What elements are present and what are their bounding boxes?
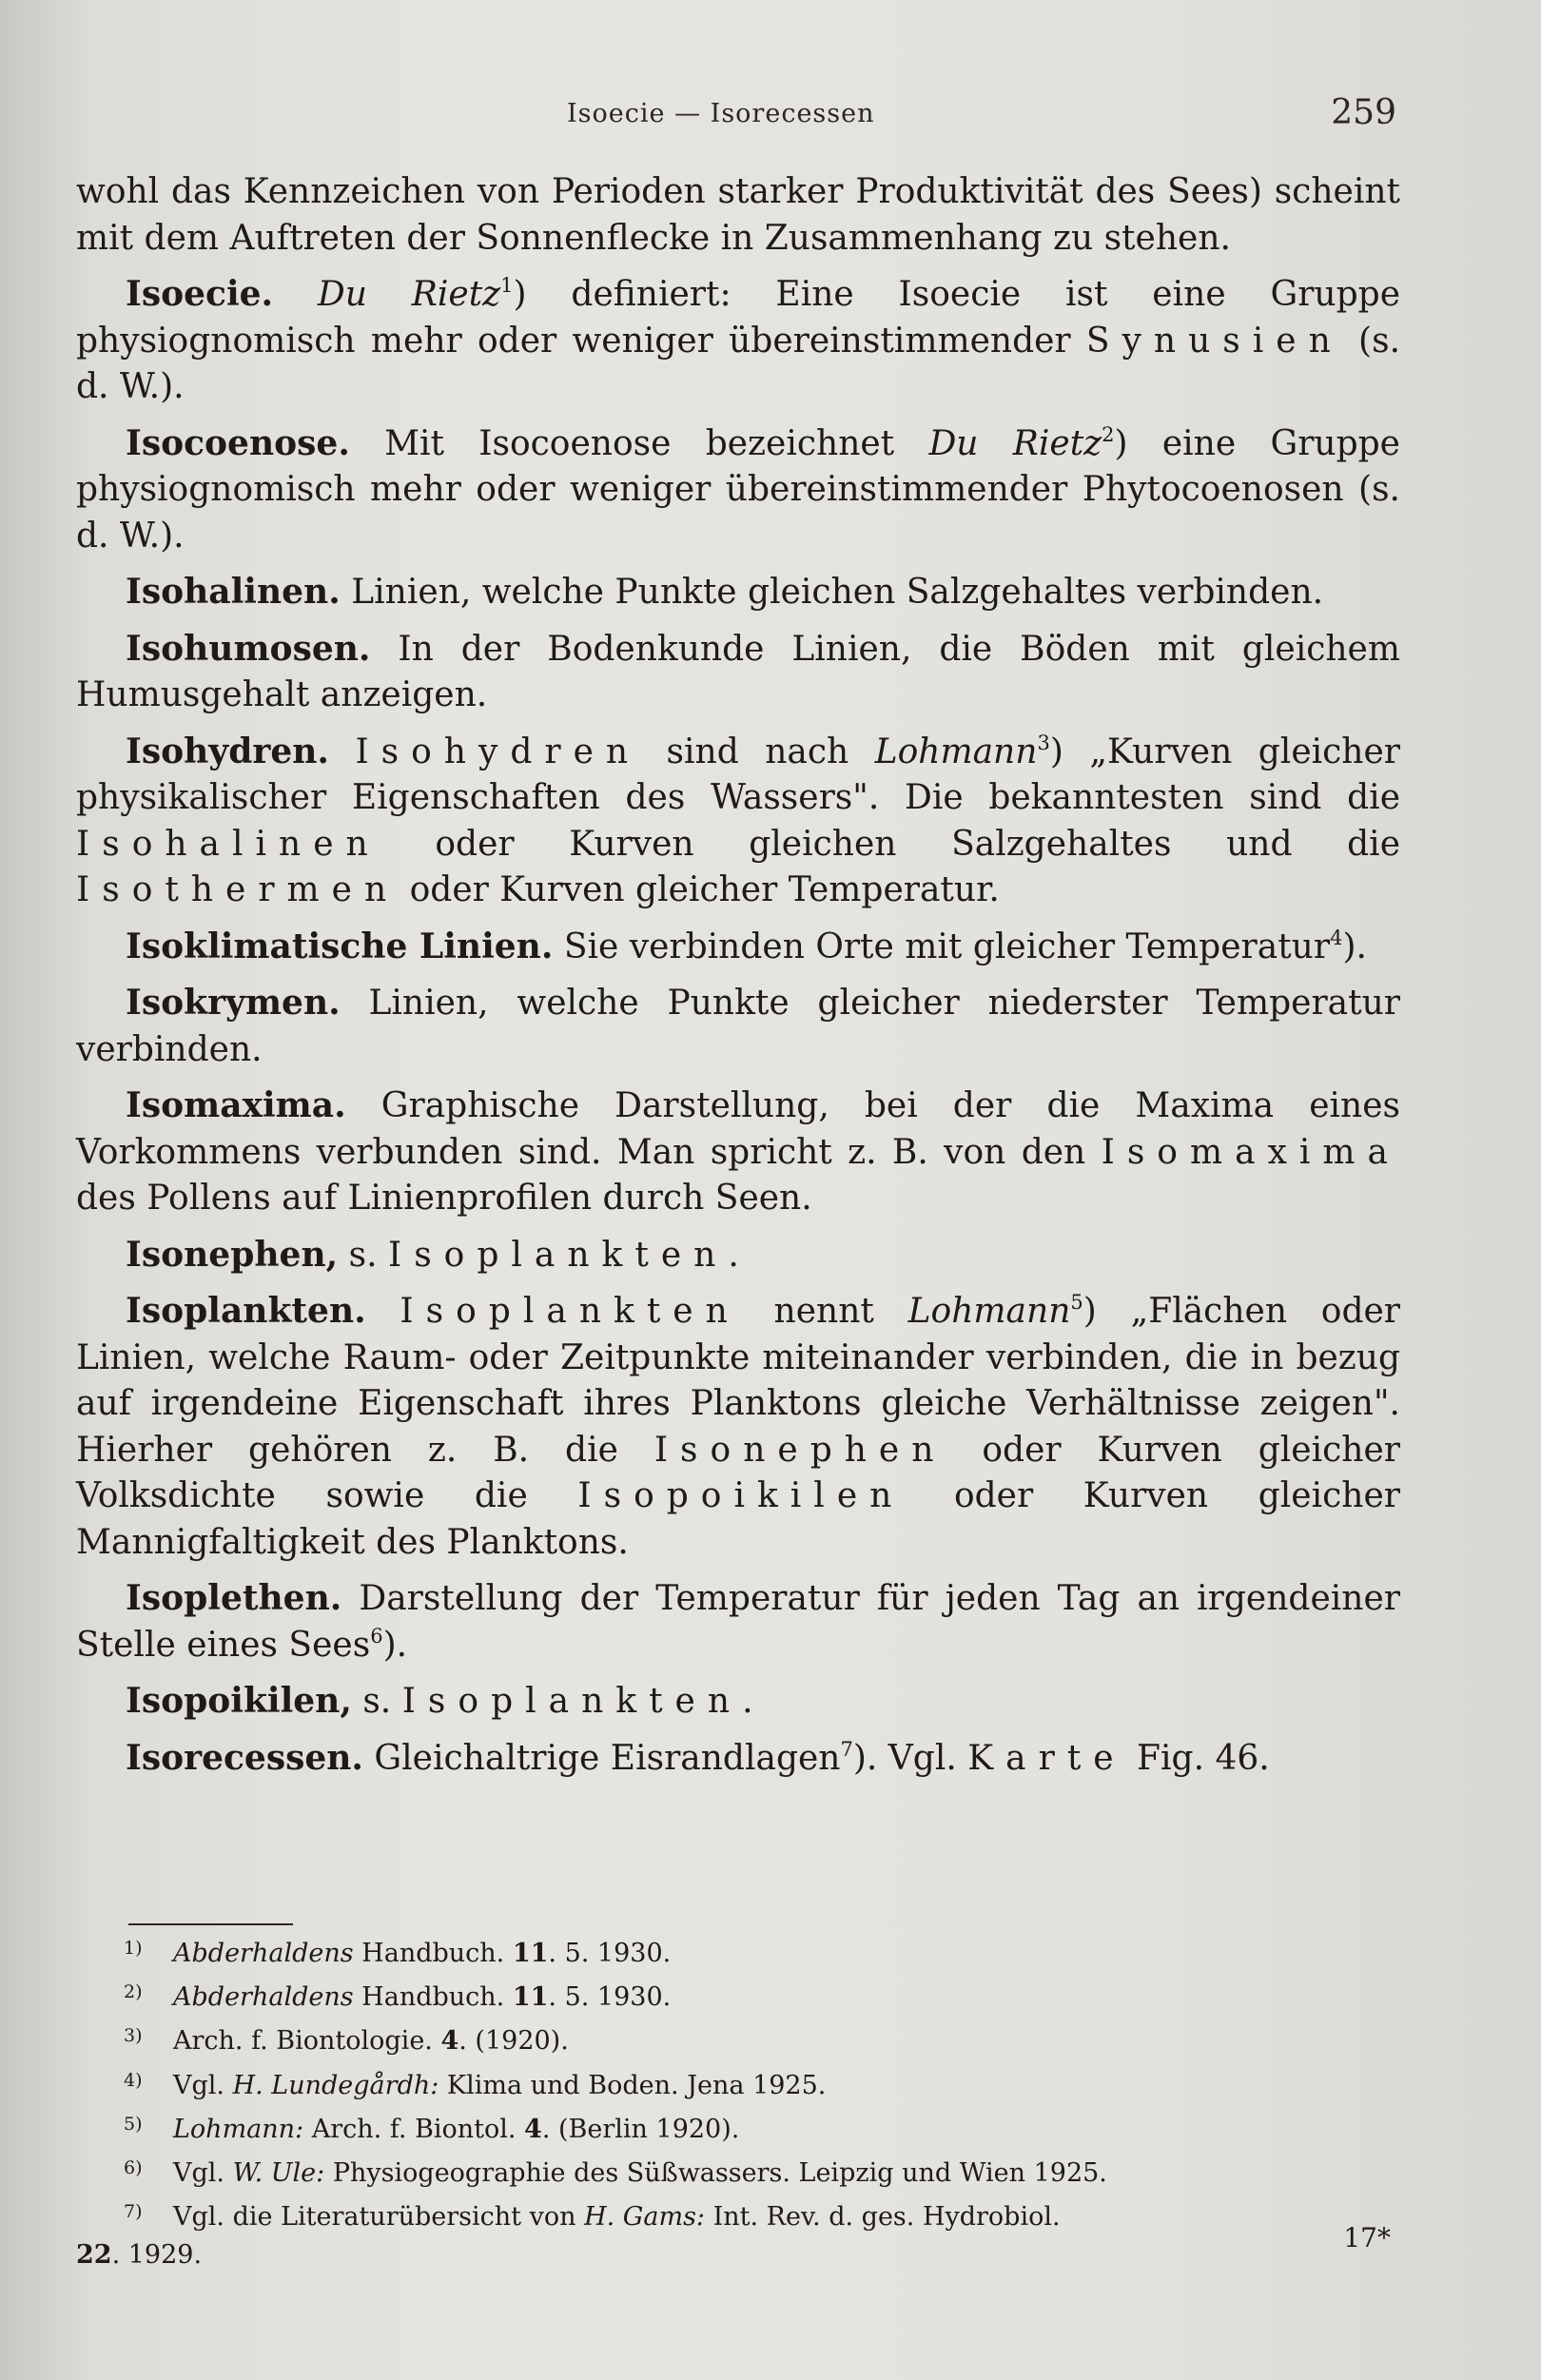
footnote-mark: 4) xyxy=(124,2069,143,2091)
entry-text: ) definiert: Eine Isoecie ist eine Gruppe physiognomisch mehr oder weniger übereinstimmender xyxy=(76,275,1400,361)
spaced-term: Isohydren xyxy=(355,732,641,771)
footnote-volume: 4 xyxy=(524,2114,542,2144)
entry-term: Isohumosen. xyxy=(126,628,371,669)
footnote-author: W. Ule: xyxy=(232,2158,325,2189)
footnote-ref: 6 xyxy=(370,1624,383,1648)
entry-term: Isokrymen. xyxy=(126,983,341,1023)
entry-text: ) eine Gruppe physiognomisch mehr oder weniger übereinstimmender Phytocoenosen (s. d. W.). xyxy=(76,423,1400,556)
footnote-volume: 11 xyxy=(512,1939,549,1968)
entry-text: s. xyxy=(351,1682,402,1721)
footnote-author: Abderhaldens xyxy=(173,1939,354,1968)
entry-term: Isoplankten. xyxy=(126,1291,366,1331)
entry-text: ). xyxy=(382,1625,408,1665)
entry-text: Gleichaltrige Eisrandlagen xyxy=(362,1738,841,1778)
entry-term: Isoplethen. xyxy=(126,1578,342,1618)
footnote-mark: 2) xyxy=(124,1981,143,2003)
footnote-text: . 1929. xyxy=(111,2240,203,2271)
author-name: Du Rietz xyxy=(317,275,501,314)
spaced-term: Isoplankten xyxy=(401,1682,743,1721)
footnote-text: . 5. 1930. xyxy=(548,1939,672,1968)
spaced-term: Isopoikilen xyxy=(577,1476,905,1515)
footnote-text: Handbuch. xyxy=(353,1982,513,2013)
entry-text: Linien, welche Punkte gleichen Salzgehaltes verbinden. xyxy=(340,573,1324,612)
footnote-text: Handbuch. xyxy=(353,1939,513,1968)
entry-text: (s. d. W.). xyxy=(76,321,1401,406)
footnote-2 xyxy=(76,1973,1400,2017)
footnote-7-continuation xyxy=(76,2236,1400,2274)
entry-isonephen xyxy=(76,1232,1400,1279)
spaced-term: Isoplankten xyxy=(387,1235,729,1275)
footnote-mark: 6) xyxy=(124,2157,143,2179)
entry-text: oder Kurven gleicher Mannigfaltigkeit des Planktons. xyxy=(76,1476,1400,1562)
entry-term: Isohalinen. xyxy=(126,572,341,612)
entry-text: ) „Flächen oder Linien, welche Raum- oder Zeitpunkte miteinander verbinden, die in bezug auf irgendeine Eigenschaft ihres Planktons gleiche Verhältnisse zeigen". Hierher gehören z. B. die xyxy=(76,1292,1401,1470)
spaced-term: Isothermen xyxy=(76,870,400,909)
spaced-term: Isoplankten xyxy=(400,1292,740,1331)
entry-term: Isocoenose. xyxy=(126,422,350,463)
footnote-6 xyxy=(76,2149,1400,2193)
footnote-text: Vgl. die Literaturübersicht von xyxy=(173,2202,585,2233)
footnote-text: Int. Rev. d. ges. Hydrobiol. xyxy=(705,2202,1061,2233)
entry-text: . xyxy=(728,1235,739,1275)
footnote-text: Klima und Boden. Jena 1925. xyxy=(439,2070,827,2100)
footnote-author: Lohmann: xyxy=(173,2114,304,2144)
entry-text: Linien, welche Punkte gleicher niederster Temperatur verbinden. xyxy=(76,984,1400,1069)
footnote-mark: 1) xyxy=(124,1938,143,1959)
footnote-author: H. Lundegårdh: xyxy=(232,2070,439,2100)
footnote-1 xyxy=(76,1929,1400,1973)
running-title: Isoecie — Isorecessen xyxy=(567,99,875,128)
entry-text: Fig. 46. xyxy=(1125,1738,1270,1778)
entry-text: nennt xyxy=(739,1292,908,1331)
footnote-author: H. Gams: xyxy=(584,2202,706,2233)
entry-text: wohl das Kennzeichen von Perioden starker Produktivität des Sees) scheint mit dem Auftreten der Sonnenflecke in Zusammenhang zu stehen. xyxy=(76,172,1400,258)
spaced-term: Synusien xyxy=(1085,321,1343,361)
entry-isohydren xyxy=(76,729,1400,914)
footnote-volume: 4 xyxy=(440,2026,459,2057)
entry-text: Darstellung der Temperatur für jeden Tag an irgendeiner Stelle eines Sees xyxy=(76,1579,1400,1665)
entry-text: oder Kurven gleichen Salzgehaltes und die xyxy=(380,824,1400,864)
footnote-5 xyxy=(76,2105,1400,2149)
footnote-mark: 3) xyxy=(124,2025,143,2047)
entry-isomaxima xyxy=(76,1083,1400,1222)
entry-text: In der Bodenkunde Linien, die Böden mit gleichem Humusgehalt anzeigen. xyxy=(76,629,1400,714)
footnote-author: Abderhaldens xyxy=(173,1982,354,2013)
spaced-term: Isohalinen xyxy=(76,824,380,864)
footnote-ref: 2 xyxy=(1102,422,1115,446)
entry-text: Mit Isocoenose bezeichnet xyxy=(349,423,929,463)
entry-isohumosen xyxy=(76,626,1400,719)
entry-term: Isorecessen. xyxy=(126,1737,363,1778)
footnote-ref: 4 xyxy=(1330,926,1343,949)
sheet-signature: 17* xyxy=(1343,2222,1391,2253)
author-name: Lohmann xyxy=(874,732,1038,771)
footnote-volume: 11 xyxy=(512,1982,549,2013)
entry-text: Graphische Darstellung, bei der die Maxima eines Vorkommens verbunden sind. Man spricht z. B. von den xyxy=(76,1086,1400,1172)
entry-isoklimatische-linien xyxy=(76,924,1400,971)
footnote-text: . (Berlin 1920). xyxy=(541,2114,740,2144)
footnote-volume: 22 xyxy=(76,2240,112,2271)
footnote-ref: 1 xyxy=(500,274,514,297)
entry-text: Sie verbinden Orte mit gleicher Temperatur xyxy=(553,927,1331,966)
body-text xyxy=(76,169,1400,1782)
entry-text: ). Vgl. xyxy=(852,1738,968,1778)
entry-term: Isomaxima. xyxy=(126,1085,346,1125)
entry-isopoikilen xyxy=(76,1678,1400,1726)
entry-isohalinen xyxy=(76,569,1400,616)
footnote-7 xyxy=(76,2193,1400,2236)
footnote-text: . 5. 1930. xyxy=(548,1982,672,2013)
entry-isocoenose xyxy=(76,420,1400,560)
entry-term: Isonephen, xyxy=(126,1234,339,1275)
footnote-text: Physiogeographie des Süßwassers. Leipzig und Wien 1925. xyxy=(324,2158,1107,2189)
footnote-4 xyxy=(76,2061,1400,2105)
footnote-text: Vgl. xyxy=(173,2158,233,2189)
entry-text: des Pollens auf Linienprofilen durch Seen. xyxy=(76,1179,812,1218)
footnote-text: Vgl. xyxy=(173,2070,233,2100)
entry-term: Isohydren. xyxy=(126,731,329,771)
entry-isoecie xyxy=(76,271,1400,411)
footnotes xyxy=(76,1929,1400,2275)
entry-text: sind nach xyxy=(640,732,875,771)
spaced-term: Isomaxima xyxy=(1101,1132,1400,1172)
entry-term: Isoecie. xyxy=(126,274,274,314)
footnote-mark: 7) xyxy=(124,2201,143,2223)
entry-isorecessen xyxy=(76,1735,1400,1783)
entry-text xyxy=(329,732,355,771)
footnote-ref: 5 xyxy=(1070,1291,1083,1314)
entry-text xyxy=(366,1292,400,1331)
entry-text: . xyxy=(742,1682,753,1721)
entry-isoplethen xyxy=(76,1575,1400,1668)
spaced-term: Isonephen xyxy=(653,1430,946,1470)
entry-term: Isopoikilen, xyxy=(126,1681,352,1721)
entry-term: Isoklimatische Linien. xyxy=(126,926,554,966)
page-header xyxy=(0,86,1541,143)
entry-continuation xyxy=(76,169,1400,262)
footnote-mark: 5) xyxy=(124,2113,143,2135)
footnote-ref: 3 xyxy=(1037,731,1050,754)
entry-isoplankten xyxy=(76,1288,1400,1566)
spaced-term: Karte xyxy=(967,1738,1126,1778)
footnote-text: . (1920). xyxy=(458,2026,569,2057)
entry-text: ) „Kurven gleicher physikalischer Eigenschaften des Wassers". Die bekanntesten sind die xyxy=(76,732,1400,817)
entry-text: oder Kurven gleicher Volksdichte sowie die xyxy=(76,1430,1400,1515)
footnote-divider xyxy=(128,1923,293,1925)
entry-text: ). xyxy=(1342,927,1367,966)
footnote-ref: 7 xyxy=(840,1737,853,1761)
author-name: Du Rietz xyxy=(928,423,1102,463)
author-name: Lohmann xyxy=(907,1292,1071,1331)
footnote-3 xyxy=(76,2017,1400,2060)
entry-text: oder Kurven gleicher Temperatur. xyxy=(399,870,1000,909)
footnote-text: Arch. f. Biontologie. xyxy=(173,2026,441,2057)
page-number: 259 xyxy=(1331,93,1396,132)
entry-text: s. xyxy=(338,1235,388,1275)
entry-isokrymen xyxy=(76,980,1400,1073)
footnote-text: Arch. f. Biontol. xyxy=(303,2114,525,2144)
